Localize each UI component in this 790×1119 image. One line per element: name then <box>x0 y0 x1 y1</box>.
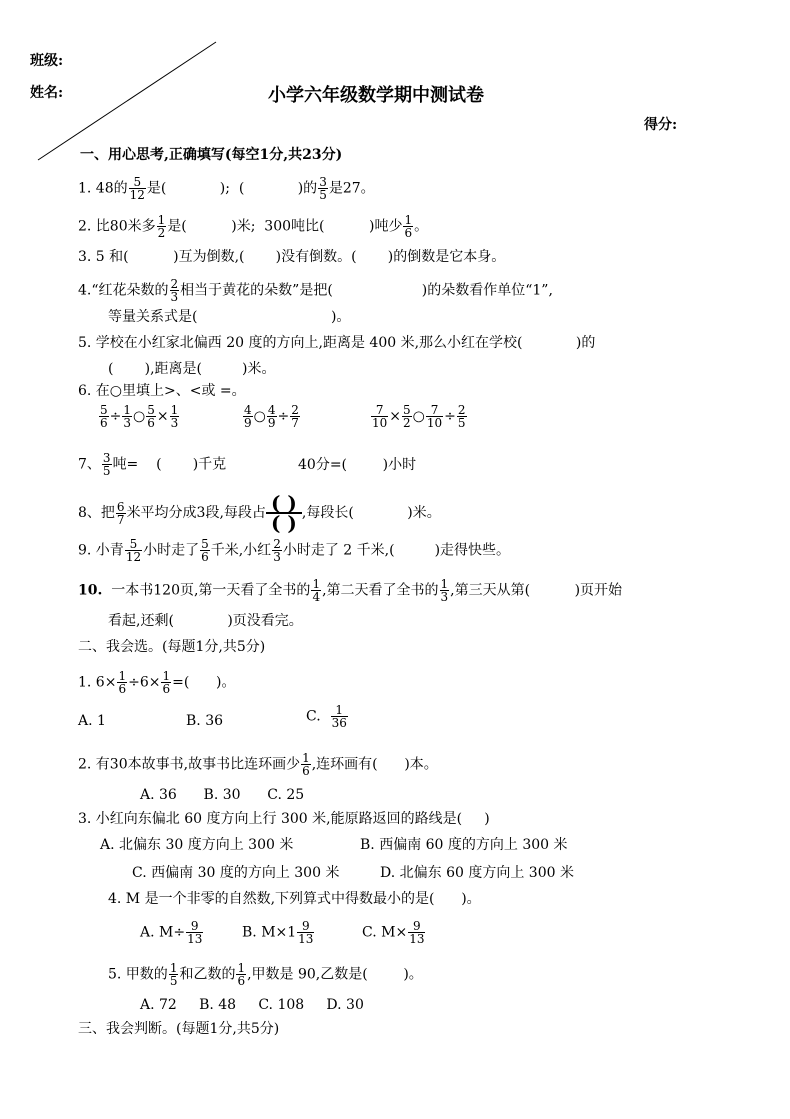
fraction: $\frac{5}{12}$ <box>129 175 145 202</box>
section1-heading: 一、用心思考,正确填写(每空1分,共23分) <box>80 147 343 163</box>
s1-question-4-line2: 等量关系式是( )。 <box>108 309 351 325</box>
compare-circle[interactable]: ○ <box>412 408 425 425</box>
s2-q3-option-a: A. 北偏东 30 度方向上 300 米 <box>100 837 294 853</box>
s2-q3-option-c: C. 西偏南 30 度的方向上 300 米 <box>132 865 340 881</box>
s1-q6-expr-1: $\frac{5}{6}$ ÷ $\frac{1}{3}$ ○ $\frac{5}{6}$ × $\frac{1}{3}$ <box>100 403 179 430</box>
fraction: $\frac{6}{7}$ <box>116 499 125 527</box>
s2-q4-option-a: A. M÷ $\frac{9}{13}$ <box>140 919 203 946</box>
s1-q6-expr-2: $\frac{4}{9}$ ○ $\frac{4}{9}$ ÷ $\frac{2}{7}$ <box>244 403 299 430</box>
fraction: $\frac{3}{5}$ <box>102 451 111 478</box>
s2-q2-options: A. 36 B. 30 C. 25 <box>140 787 305 803</box>
s1-question-10-line2: 看起,还剩( )页没看完。 <box>108 613 303 629</box>
s1-question-8: 8、把 $\frac{6}{7}$ 米平均分成3段,每段占 ( ) ( ) ,每段长( )米。 <box>78 491 441 535</box>
s2-q5-options: A. 72 B. 48 C. 108 D. 30 <box>140 997 364 1013</box>
s2-q1-option-b: B. 36 <box>186 713 224 729</box>
fraction: $\frac{1}{2}$ <box>157 213 166 240</box>
name-label: 姓名: <box>30 85 64 101</box>
fraction: $\frac{1}{6}$ <box>404 213 413 240</box>
fraction: $\frac{3}{5}$ <box>319 175 327 202</box>
s1-question-3: 3. 5 和( )互为倒数,( )没有倒数。( )的倒数是它本身。 <box>78 249 506 265</box>
s1-question-9: 9. 小青 $\frac{5}{12}$ 小时走了 $\frac{5}{6}$ 千米,小红 $\frac{2}{3}$ 小时走了 2 千米,( )走得快些。 <box>78 537 511 564</box>
s1-question-5-line2: ( ),距离是( )米。 <box>108 361 276 377</box>
compare-circle[interactable]: ○ <box>133 408 146 425</box>
compare-circle[interactable]: ○ <box>253 408 266 425</box>
class-label: 班级: <box>30 53 64 69</box>
s2-question-3: 3. 小红向东偏北 60 度方向上行 300 米,能原路返回的路线是( ) <box>78 811 490 827</box>
fraction-blank[interactable]: ( ) ( ) <box>266 494 302 532</box>
s2-q1-option-a: A. 1 <box>78 713 106 729</box>
s2-question-5: 5. 甲数的 $\frac{1}{5}$ 和乙数的 $\frac{1}{6}$ ,甲数是 90,乙数是( )。 <box>108 961 423 988</box>
fraction: $\frac{2}{3}$ <box>170 277 179 304</box>
s1-question-1: 1. 48的 $\frac{5}{12}$ 是( ); ( )的 $\frac{3}{5}$ 是27。 <box>78 175 375 202</box>
section2-heading: 二、我会选。(每题1分,共5分) <box>78 639 266 655</box>
s2-q1-option-c: C. $\frac{1}{36}$ <box>306 703 347 730</box>
s1-question-2: 2. 比80米多 $\frac{1}{2}$ 是( )米; 300吨比( )吨少 $\frac{1}{6}$ 。 <box>78 213 429 240</box>
page-title: 小学六年级数学期中测试卷 <box>268 85 484 106</box>
s2-q3-option-b: B. 西偏南 60 度的方向上 300 米 <box>360 837 568 853</box>
s1-question-4: 4.“红花朵数的 $\frac{2}{3}$ 相当于黄花的朵数”是把( )的朵数看作单位“1”, <box>78 277 553 304</box>
s2-q4-option-c: C. M× $\frac{9}{13}$ <box>362 919 425 946</box>
s2-q3-option-d: D. 北偏东 60 度方向上 300 米 <box>380 865 574 881</box>
s2-question-2: 2. 有30本故事书,故事书比连环画少 $\frac{1}{6}$ ,连环画有( )本。 <box>78 751 438 778</box>
section3-heading: 三、我会判断。(每题1分,共5分) <box>78 1021 280 1037</box>
s1-question-7: 7、 $\frac{3}{5}$ 吨= ( )千克 <box>78 451 227 478</box>
s2-question-4: 4. M 是一个非零的自然数,下列算式中得数最小的是( )。 <box>108 891 481 907</box>
s1-q6-expr-3: $\frac{7}{10}$ × $\frac{5}{2}$ ○ $\frac{7}{10}$ ÷ $\frac{2}{5}$ <box>372 403 466 430</box>
s2-q4-option-b: B. M×1 $\frac{9}{13}$ <box>242 919 314 946</box>
s1-question-10: 10. 一本书120页,第一天看了全书的 $\frac{1}{4}$ ,第二天看了全书的 $\frac{1}{3}$ ,第三天从第( )页开始 <box>78 577 623 604</box>
s1-question-6-title: 6. 在○里填上>、<或 =。 <box>78 383 246 399</box>
score-label: 得分: <box>644 117 678 133</box>
s2-question-1: 1. 6× $\frac{1}{6}$ ÷6× $\frac{1}{6}$ =( )。 <box>78 669 236 696</box>
s1-question-7b: 40分=( )小时 <box>298 457 417 473</box>
s1-question-5: 5. 学校在小红家北偏西 20 度的方向上,距离是 400 米,那么小红在学校( )的 <box>78 335 596 351</box>
